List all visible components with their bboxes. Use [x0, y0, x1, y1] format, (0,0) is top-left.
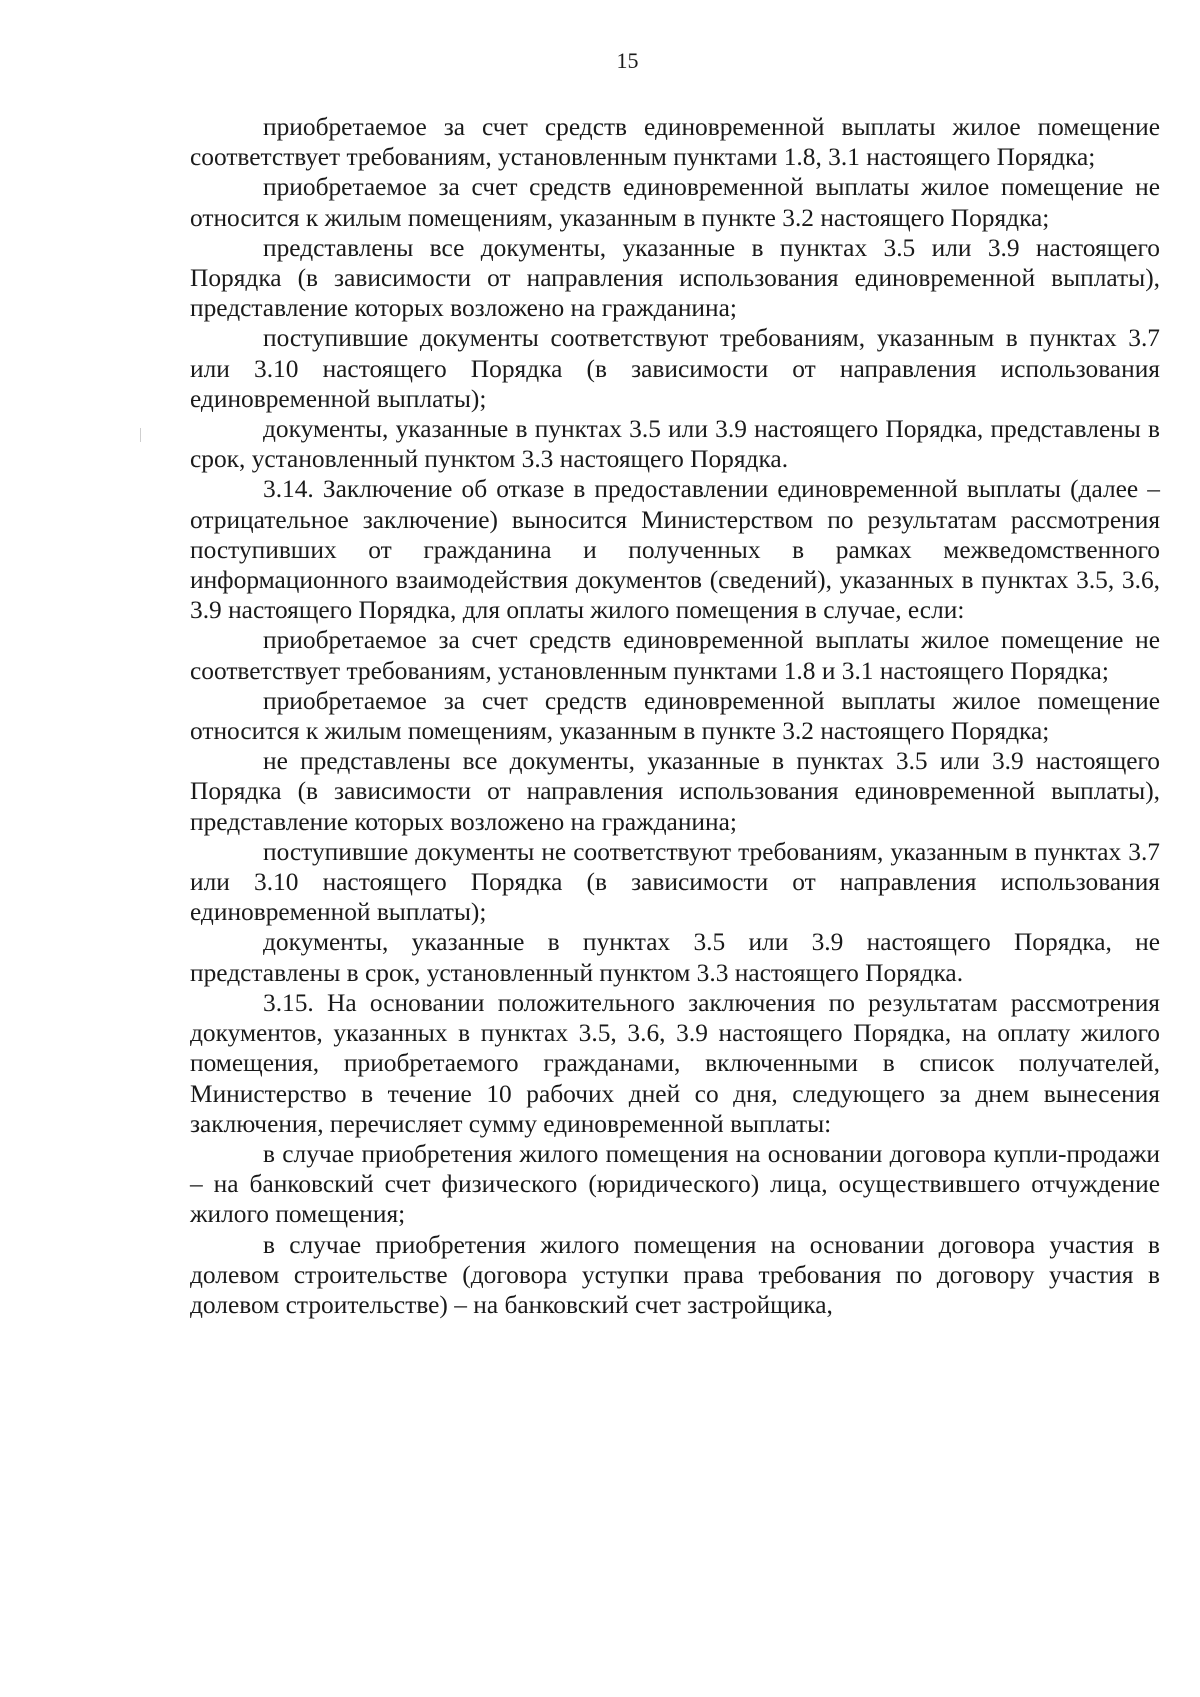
paragraph-8: приобретаемое за счет средств единовременной выплаты жилое помещение относится к жилым помещениям, указанным в пункте 3.2 настоящего Порядка; — [190, 686, 1160, 746]
paragraph-3: представлены все документы, указанные в пунктах 3.5 или 3.9 настоящего Порядка (в зависимости от направления использования единовременной выплаты), представление которых возложено на гражданина; — [190, 233, 1160, 323]
paragraph-11: документы, указанные в пунктах 3.5 или 3.9 настоящего Порядка, не представлены в срок, установленный пунктом 3.3 настоящего Порядка. — [190, 928, 1160, 987]
paragraph-7: приобретаемое за счет средств единовременной выплаты жилое помещение не соответствует требованиям, установленным пунктами 1.8 и 3.1 настоящего Порядка; — [190, 626, 1160, 685]
page-number: 15 — [616, 48, 639, 73]
document-body — [190, 112, 1160, 1320]
paragraph-1: приобретаемое за счет средств единовременной выплаты жилое помещение соответствует требованиям, установленным пунктами 1.8, 3.1 настоящего Порядка; — [190, 113, 1160, 172]
paragraph-14: в случае приобретения жилого помещения на основании договора участия в долевом строительстве (договора уступки права требования по договору участия в долевом строительстве) – на банковский счет застройщика, — [190, 1230, 1160, 1319]
paragraph-13: в случае приобретения жилого помещения на основании договора купли-продажи – на банковский счет физического (юридического) лица, осуществившего отчуждение жилого помещения; — [190, 1139, 1160, 1229]
margin-mark — [140, 428, 141, 442]
paragraph-9: не представлены все документы, указанные в пунктах 3.5 или 3.9 настоящего Порядка (в зависимости от направления использования единовременной выплаты), представление которых возложено на гражданина; — [190, 747, 1160, 836]
paragraph-4: поступившие документы соответствуют требованиям, указанным в пунктах 3.7 или 3.10 настоящего Порядка (в зависимости от направления использования единовременной выплаты); — [190, 324, 1160, 413]
paragraph-2: приобретаемое за счет средств единовременной выплаты жилое помещение не относится к жилым помещениям, указанным в пункте 3.2 настоящего Порядка; — [190, 173, 1160, 232]
paragraph-3-15: 3.15. На основании положительного заключения по результатам рассмотрения документов, указанных в пунктах 3.5, 3.6, 3.9 настоящего Порядка, на оплату жилого помещения, приобретаемого гражданами, включенными в список получателей, Министерство в течение 10 рабочих дней со дня, следующего за днем вынесения заключения, перечисляет сумму единовременной выплаты: — [190, 988, 1160, 1138]
paragraph-3-14: 3.14. Заключение об отказе в предоставлении единовременной выплаты (далее – отрицательное заключение) выносится Министерством по результатам рассмотрения поступивших от гражданина и полученных в рамках межведомственного информационного взаимодействия документов (сведений), указанных в пунктах 3.5, 3.6, 3.9 настоящего Порядка, для оплаты жилого помещения в случае, если: — [190, 475, 1160, 625]
paragraph-10: поступившие документы не соответствуют требованиям, указанным в пунктах 3.7 или 3.10 настоящего Порядка (в зависимости от направления использования единовременной выплаты); — [190, 837, 1160, 927]
paragraph-5: документы, указанные в пунктах 3.5 или 3.9 настоящего Порядка, представлены в срок, установленный пунктом 3.3 настоящего Порядка. — [190, 415, 1160, 474]
